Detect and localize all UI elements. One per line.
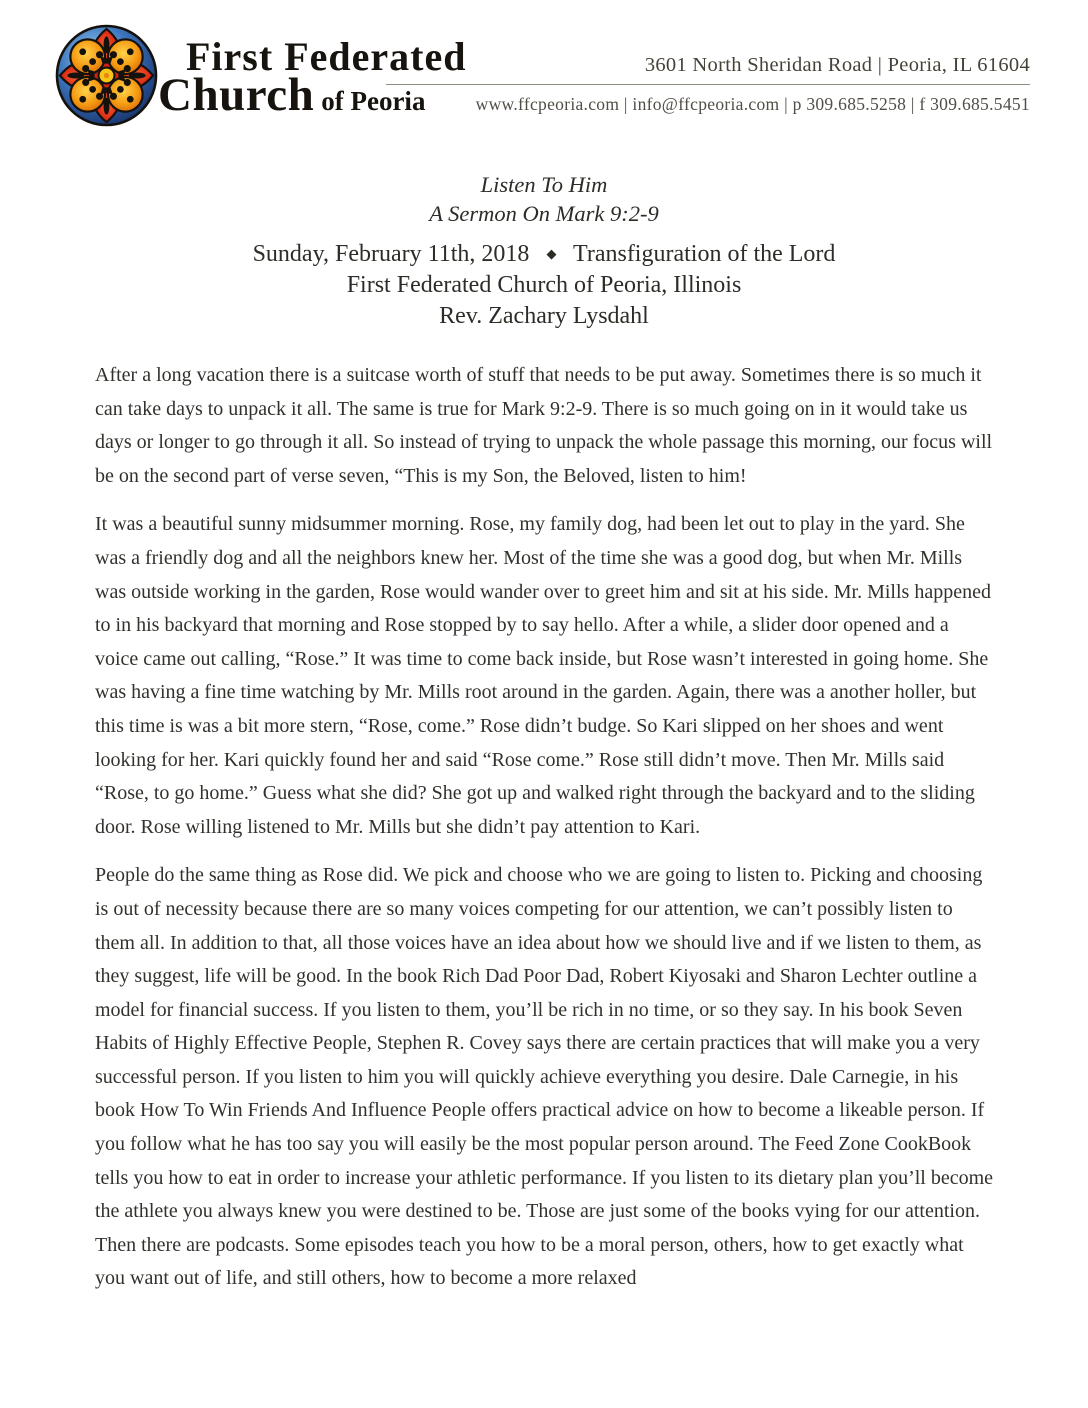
church-rosette-logo-icon <box>55 24 158 127</box>
letterhead <box>0 0 1088 140</box>
header-divider <box>386 84 1030 85</box>
sermon-paragraph-1: After a long vacation there is a suitcase worth of stuff that needs to be put away. Sometimes there is so much it can take days to unpack it all. The same is true for Mark 9:2-9. There is so much going on in it would take us days or longer to go through it all. So instead of trying to unpack the whole passage this morning, our focus will be on the second part of verse seven, “This is my Son, the Beloved, listen to him! <box>95 364 993 487</box>
sermon-subtitle: A Sermon On Mark 9:2-9 <box>429 201 659 226</box>
church-address: 3601 North Sheridan Road | Peoria, IL 61604 <box>644 54 1030 76</box>
letterhead-contact-block <box>386 54 1030 115</box>
sermon-church-line: First Federated Church of Peoria, Illinois <box>346 272 742 298</box>
sermon-date-line <box>0 238 1088 270</box>
church-contact-line: www.ffcpeoria.com | info@ffcpeoria.com | p 309.685.5258 | f 309.685.5451 <box>475 94 1030 114</box>
sermon-paragraph-3: People do the same thing as Rose did. We pick and choose who we are going to listen to. Picking and choosing is out of necessity because there are so many voices competing for our attention, we can’t possibly listen to them all. In addition to that, all those voices have an idea about how we should live and if we listen to them, as they suggest, life will be good. In the book Rich Dad Poor Dad, Robert Kiyosaki and Sharon Lechter outline a model for financial success. If you listen to them, you’ll be rich in no time, or so they say. In his book Seven Habits of Highly Effective People, Stephen R. Covey says there are certain practices that will make you a very successful person. If you listen to him you will quickly achieve everything you desire. Dale Carnegie, in his book How To Win Friends And Influence People offers practical advice on how to become a likeable person. If you follow what he has too say you will easily be the most popular person around. The Feed Zone CookBook tells you how to eat in order to increase your athletic performance. If you listen to its dietary plan you’ll become the athlete you always knew you were destined to be. Those are just some of the books vying for our attention. Then there are podcasts. Some episodes teach you how to be a moral person, others, how to get exactly what you want out of life, and still others, how to become a more relaxed <box>95 864 994 1290</box>
sermon-title-block <box>0 170 1088 332</box>
sermon-occasion: Transfiguration of the Lord <box>573 241 836 267</box>
sermon-title: Listen To Him <box>480 172 608 197</box>
sermon-paragraph-2: It was a beautiful sunny midsummer morning. Rose, my family dog, had been let out to play in the yard. She was a friendly dog and all the neighbors knew her. Most of the time she was a good dog, but when Mr. Mills was outside working in the garden, Rose would wander over to greet him and sit at his side. Mr. Mills happened to in his backyard that morning and Rose stopped by to say hello. After a while, a slider door opened and a voice came out calling, “Rose.” It was time to come back inside, but Rose wasn’t interested in going home. She was having a fine time watching by Mr. Mills root around in the garden. Again, there was a another holler, but this time is was a bit more stern, “Rose, come.” Rose didn’t budge. So Kari slipped on her shoes and went looking for her. Kari quickly found her and said “Rose come.” Rose still didn’t move. Then Mr. Mills said “Rose, to go home.” Guess what she did? She got up and walked right through the backyard and to the sliding door. Rose willing listened to Mr. Mills but she didn’t pay attention to Kari. <box>95 513 991 838</box>
sermon-body <box>95 359 995 1296</box>
logo-name-suffix: of Peoria <box>321 86 426 116</box>
diamond-bullet-icon: ◆ <box>546 246 557 261</box>
sermon-author: Rev. Zachary Lysdahl <box>439 303 649 329</box>
logo-name-line1: First Federated <box>186 34 467 79</box>
sermon-date: Sunday, February 11th, 2018 <box>252 241 530 267</box>
logo-name-line2: Church <box>158 69 315 121</box>
